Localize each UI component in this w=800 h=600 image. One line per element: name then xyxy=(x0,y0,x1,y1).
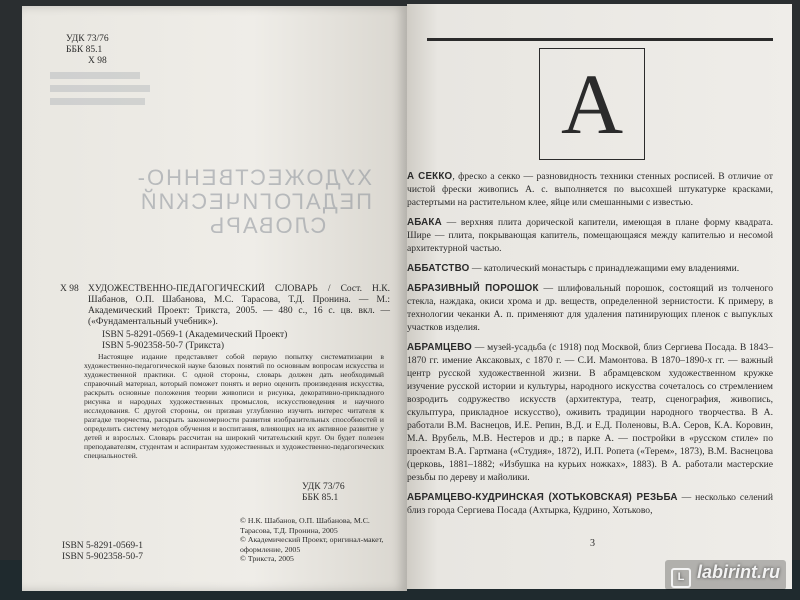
isbn-bottom-block xyxy=(62,541,143,563)
entry-head: АББАТСТВО xyxy=(407,263,470,274)
page-number: 3 xyxy=(590,538,595,549)
watermark xyxy=(665,560,786,590)
entry-abbatstvo xyxy=(407,262,773,275)
isbn-bottom-2: ISBN 5-902358-50-7 xyxy=(62,552,144,562)
copyright-block xyxy=(240,516,390,564)
isbn-bottom-1: ISBN 5-8291-0569-1 xyxy=(62,541,144,551)
entry-head: АБРАМЦЕВО-КУДРИНСКАЯ (ХОТЬКОВСКАЯ) РЕЗЬБА xyxy=(407,492,678,503)
entry-text: — несколько селений близ города Сергиева Посада (Ахтырка, Кудрино, Хотьково, xyxy=(407,492,773,516)
entry-text: — шлифовальный порошок, состоящий из толченого стекла, наждака, окиси хрома и др. веществ, определенной зернистости. К примеру, в технологии чеканки А. п. применяют для удаления патинирующих пленок с выпуклых участков изделия. xyxy=(407,283,773,333)
top-rule xyxy=(427,38,773,41)
entry-a-sekko xyxy=(407,170,773,209)
copyright-2: © Академический Проект, оригинал-макет, оформление, 2005 xyxy=(240,535,384,554)
udk-bottom: УДК 73/76 xyxy=(302,482,345,492)
right-page xyxy=(407,4,792,589)
watermark-text: labirint.ru xyxy=(696,562,780,582)
isbn-1: ISBN 5-8291-0569-1 (Академический Проект) xyxy=(102,330,288,340)
section-letter: А xyxy=(539,48,645,160)
ghost-title-line-1: ХУДОЖЕСТВЕННО- xyxy=(135,165,372,190)
catalog-code: Х 98 xyxy=(60,284,79,294)
catalog-text: ХУДОЖЕСТВЕННО-ПЕДАГОГИЧЕСКИЙ СЛОВАРЬ / Сост. Н.К. Шабанов, О.П. Шабанова, М.С. Тарасова, Т.Д. Пронина. — М.: Академический Проект: Трикста, 2005. — 480 с., 16 с. цв. вкл. — («Фундаментальный учебник»). xyxy=(88,284,390,327)
entry-text: — музей-усадьба (с 1918) под Москвой, близ Сергиева Посада. В 1843–1870 гг. имение Аксаковых, с 1870 г. — С.И. Мамонтова. В 1870–1890-х гг. — важный центр русской художественной жизни. В абрамцевском художественном кружке изучение русской истории и культуры, народного искусства сочеталось со стремлением возродить содружество искусств (архитектура, театр, сценография, живопись, скульптура, прикладное искусство), оживить традиции народного творчества. В А. работали В.М. Васнецов, И.Е. Репин, В.Д. и Е.Д. Поленовы, В.А. Серов, К.А. Коровин, М.А. Врубель, М.В. Нестеров и др.; в парке А. — постройки в «русском стиле» по проектам В.А. Гартмана («Студия», 1872), И.П. Ропета («Терем», 1873), В.М. Васнецова (церковь, 1881–1882; «Избушка на курьих ножках», 1883). В А. работали мастерские резьбы по дереву и майолики. xyxy=(407,342,773,483)
bbk-top: ББК 85.1 xyxy=(66,45,103,55)
entry-abrazivny-poroshok xyxy=(407,282,773,334)
entry-text: — католический монастырь с принадлежащими ему владениями. xyxy=(469,263,740,274)
catalog-record xyxy=(60,284,390,352)
isbn-2: ISBN 5-902358-50-7 (Трикста) xyxy=(102,341,225,351)
copyright-3: © Трикста, 2005 xyxy=(240,554,294,563)
entry-head: А СЕККО xyxy=(407,171,453,182)
entry-head: АБРАМЦЕВО xyxy=(407,342,472,353)
bleed-through-title xyxy=(135,165,372,238)
udk-top-block xyxy=(66,34,109,67)
entry-abramtsevo xyxy=(407,341,773,484)
left-page xyxy=(22,6,407,591)
entry-head: АБРАЗИВНЫЙ ПОРОШОК xyxy=(407,283,539,294)
copyright-1: © Н.К. Шабанов, О.П. Шабанова, М.С. Тарасова, Т.Д. Пронина, 2005 xyxy=(240,516,370,535)
abstract-text: Настоящее издание представляет собой первую попытку систематизации в художественно-педагогической науке базовых понятий по основным вопросам искусства и художественной практики. С одной стороны, словарь должен дать необходимый справочный материал, который поможет понять и верно оценить произведения искусства, раскрыть основные положения теории живописи и рисунка, декоративно-прикладного рисунка и народных художественных промыслов, искусствоведения и научного исследования. С другой стороны, он призван углубленно изучить интерес читателя к разгадке творчества, раскрыть закономерности развития изобразительных способностей и определить систему методов обучения и воспитания, влияющих на их активное развитие у детей и взрослых. Словарь рассчитан на широкий читательский круг. Он будет полезен преподавателям, студентам и аспирантам художественных и художественно-педагогических специальностей. xyxy=(84,352,384,460)
udk-top: УДК 73/76 xyxy=(66,34,109,44)
bbk-bottom: ББК 85.1 xyxy=(302,493,339,503)
udk-bottom-block xyxy=(302,482,345,504)
entry-text: — верхняя плита дорической капители, имеющая в плане форму квадрата. Шире — плита, покрывающая капитель, помещающаяся между капителью и несомой архитектурной частью. xyxy=(407,217,773,254)
entry-text: , фреско а секко — разновидность техники стенных росписей. В отличие от чистой фрески живопись А. с. выполняется по высохшей штукатурке красками, растертыми на растительном клее, яйце или смешанными с известью. xyxy=(407,171,773,208)
entry-abaka xyxy=(407,216,773,255)
code-top: Х 98 xyxy=(88,56,107,66)
entry-abramtsevo-kudrinskaya xyxy=(407,491,773,517)
bleed-through-text xyxy=(50,66,190,136)
label-tag-icon: L xyxy=(671,568,691,588)
ghost-title-line-3: СЛОВАРЬ xyxy=(207,213,327,238)
ghost-title-line-2: ПЕДАГОГИЧЕСКИЙ xyxy=(138,189,372,214)
dictionary-entries xyxy=(407,170,773,524)
entry-head: АБАКА xyxy=(407,217,442,228)
